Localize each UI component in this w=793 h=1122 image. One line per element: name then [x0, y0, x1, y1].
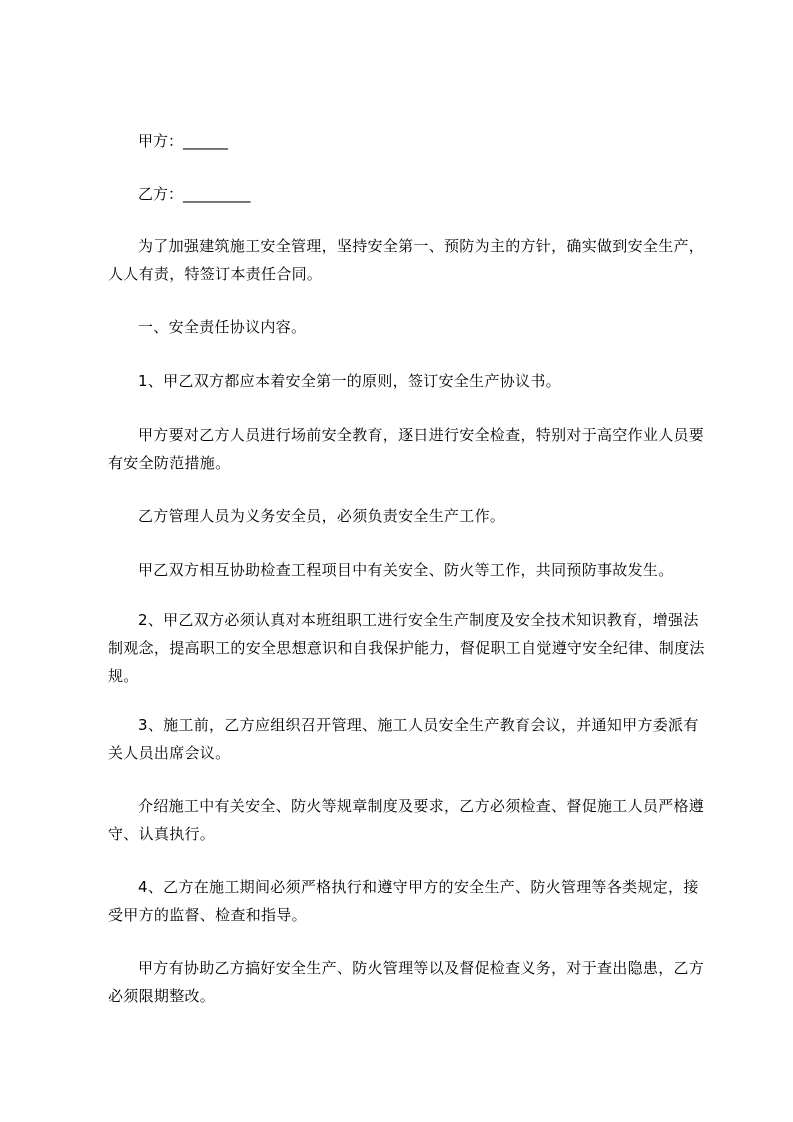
clause-4-detail: 甲方有协助乙方搞好安全生产、防火管理等以及督促检查义务，对于查出隐患，乙方必须限期整改。 — [108, 959, 705, 1005]
intro-paragraph: 为了加强建筑施工安全管理，坚持安全第一、预防为主的方针，确实做到安全生产，人人有责，特签订本责任合同。 — [108, 237, 705, 283]
clause-4: 4、乙方在施工期间必须严格执行和遵守甲方的安全生产、防火管理等各类规定，接受甲方的监督、检查和指导。 — [108, 878, 699, 924]
party-a-line: 甲方：______ — [138, 132, 229, 150]
clause-3-detail: 介绍施工中有关安全、防火等规章制度及要求，乙方必须检查、督促施工人员严格遵守、认真执行。 — [108, 797, 705, 843]
clause-3: 3、施工前，乙方应组织召开管理、施工人员安全生产教育会议，并通知甲方委派有关人员出席会议。 — [108, 716, 699, 762]
party-b-line: 乙方：_________ — [138, 185, 251, 203]
section-heading: 一、安全责任协议内容。 — [138, 318, 307, 336]
clause-1-party-a-duty: 甲方要对乙方人员进行场前安全教育，逐日进行安全检查，特别对于高空作业人员要有安全防范措施。 — [108, 426, 705, 472]
clause-1: 1、甲乙双方都应本着安全第一的原则，签订安全生产协议书。 — [138, 372, 561, 390]
clause-2: 2、甲乙双方必须认真对本班组职工进行安全生产制度及安全技术知识教育，增强法制观念，提高职工的安全思想意识和自我保护能力，督促职工自觉遵守安全纪律、制度法规。 — [108, 611, 705, 685]
clause-1-party-b-duty: 乙方管理人员为义务安全员，必须负责安全生产工作。 — [138, 507, 506, 525]
clause-1-mutual-duty: 甲乙双方相互协助检查工程项目中有关安全、防火等工作，共同预防事故发生。 — [138, 561, 674, 579]
